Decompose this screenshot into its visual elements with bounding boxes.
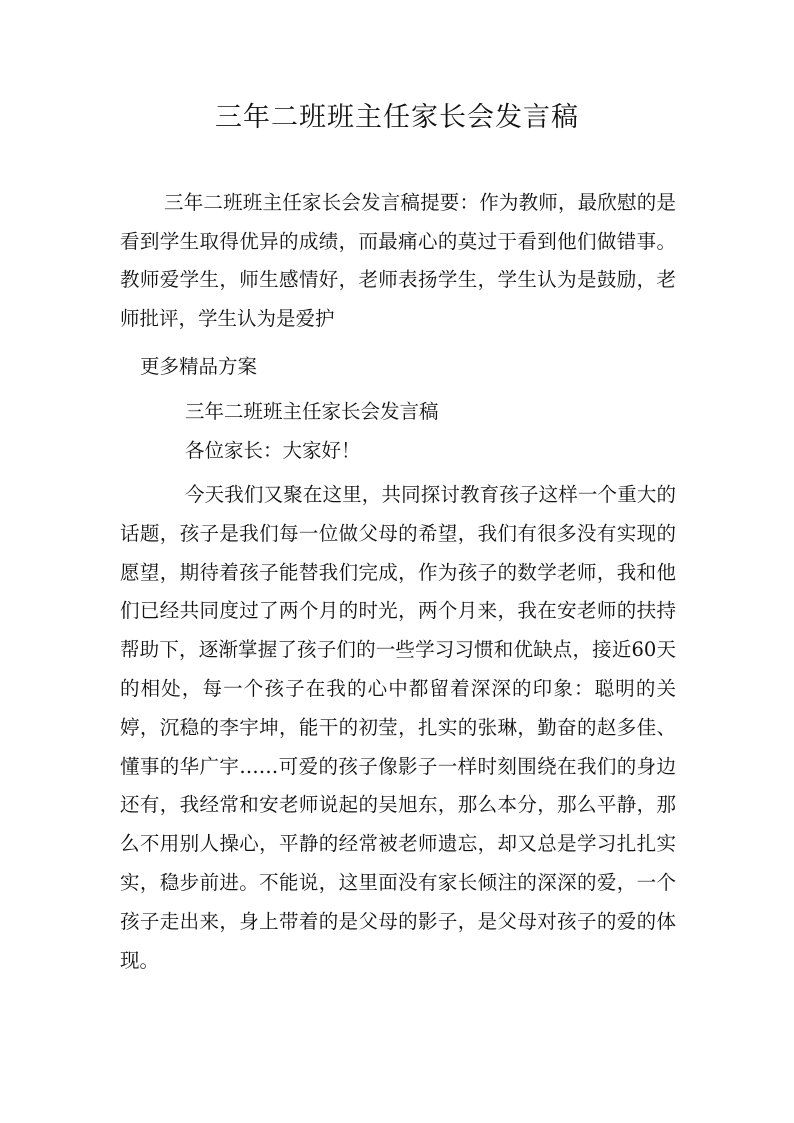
speech-subtitle: 三年二班班主任家长会发言稿 [185,400,439,423]
summary-paragraph: 三年二班班主任家长会发言稿提要：作为教师，最欣慰的是看到学生取得优异的成绩，而最痛心的莫过于看到他们做错事。教师爱学生，师生感情好，老师表扬学生，学生认为是鼓励，老师批评，学生认为是爱护 [120,191,676,330]
body-paragraph: 今天我们又聚在这里，共同探讨教育孩子这样一个重大的话题，孩子是我们每一位做父母的希望，我们有很多没有实现的愿望，期待着孩子能替我们完成，作为孩子的数学老师，我和他们已经共同度过了两个月的时光，两个月来，我在安老师的扶持帮助下，逐渐掌握了孩子们的一些学习习惯和优缺点，接近60天的相处，每一个孩子在我的心中都留着深深的印象：聪明的关婷，沉稳的李宇坤，能干的初莹，扎实的张琳，勤奋的赵多佳、懂事的华广宇……可爱的孩子像影子一样时刻围绕在我们的身边还有，我经常和安老师说起的吴旭东，那么本分，那么平静，那么不用别人操心，平静的经常被老师遗忘，却又总是学习扎扎实实，稳步前进。不能说，这里面没有家长倾注的深深的爱，一个孩子走出来，身上带着的是父母的影子，是父母对孩子的爱的体现。 [120,483,676,972]
greeting-line: 各位家长：大家好！ [185,439,361,462]
document-title: 三年二班班主任家长会发言稿 [215,102,579,133]
more-plans-link[interactable]: 更多精品方案 [140,355,258,378]
